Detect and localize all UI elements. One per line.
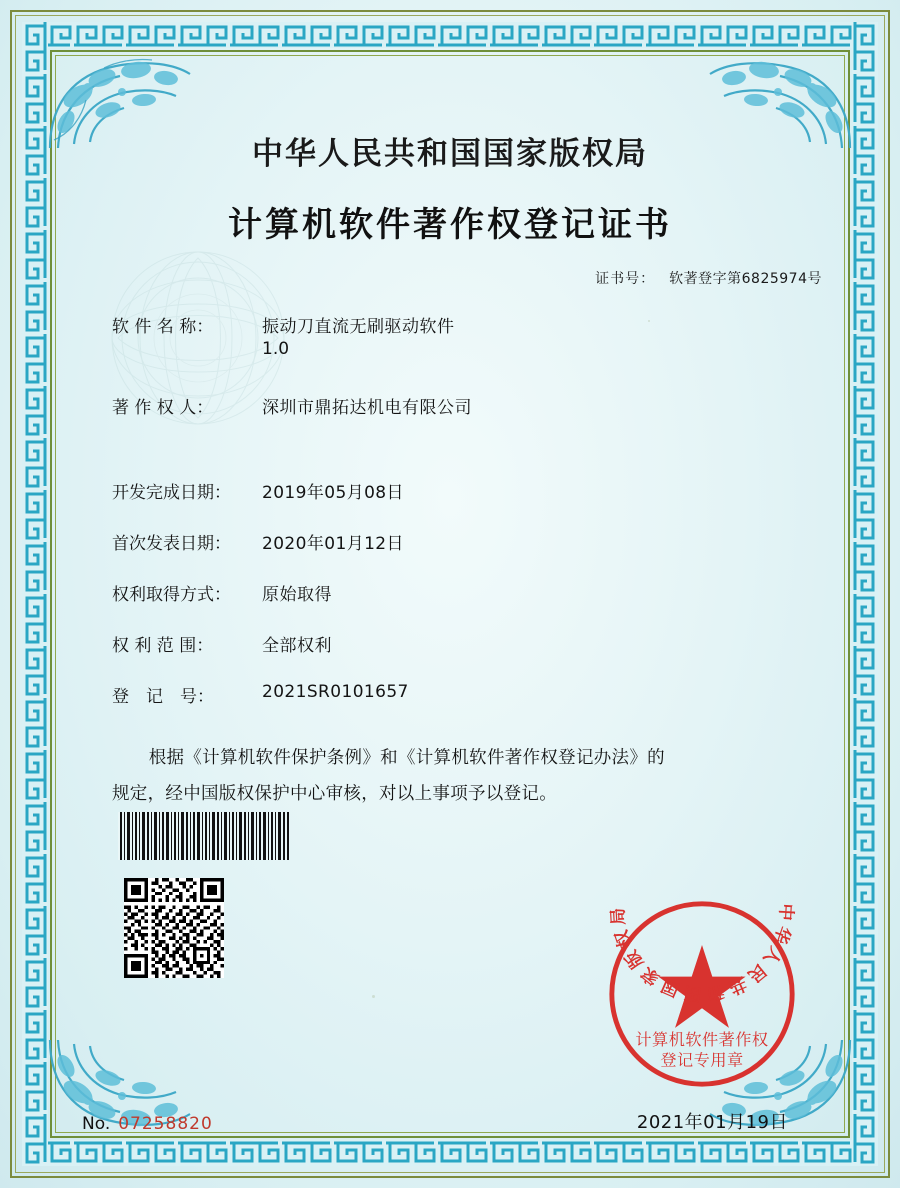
seal-inner-line-1: 计算机软件著作权 <box>635 1029 769 1049</box>
meander-border-left <box>22 22 48 1166</box>
legal-statement <box>70 741 830 813</box>
field-value: 深圳市鼎拓达机电有限公司 <box>262 398 472 418</box>
field-software-name <box>112 312 830 337</box>
field-value: 原始取得 <box>262 585 332 605</box>
field-label: 登 记 号： <box>112 687 214 707</box>
seal-inner-line-2: 登记专用章 <box>660 1050 744 1070</box>
certificate-number-value: 软著登字第6825974号 <box>669 271 822 287</box>
qr-code <box>124 878 224 978</box>
field-value: 全部权利 <box>262 636 332 656</box>
certificate-number <box>70 268 830 288</box>
field-label: 权 利 范 围： <box>112 636 214 656</box>
statement-line-1: 根据《计算机软件保护条例》和《计算机软件著作权登记办法》的 <box>148 748 665 768</box>
field-label: 著 作 权 人： <box>112 398 214 418</box>
field-rights-acquisition-method <box>112 580 830 605</box>
paper-speck <box>648 320 650 322</box>
statement-line-2: 规定，经中国版权保护中心审核，对以上事项予以登记。 <box>112 783 557 804</box>
field-label: 软 件 名 称： <box>112 317 214 337</box>
field-value: 2020年01月12日 <box>262 534 404 554</box>
field-value: 2019年05月08日 <box>262 483 404 503</box>
field-first-publication-date <box>112 529 830 554</box>
certificate-title: 计算机软件著作权登记证书 <box>228 205 672 245</box>
seal-outer-text: 中华人民共和国国家版权局 <box>608 902 796 1004</box>
field-value: 2021SR0101657 <box>262 682 409 702</box>
field-copyright-owner <box>112 393 830 418</box>
field-label: 开发完成日期： <box>112 483 231 503</box>
serial-number-label: No. <box>82 1114 111 1134</box>
issue-date: 2021年01月19日 <box>636 1112 788 1133</box>
software-version: 1.0 <box>262 339 290 359</box>
field-label: 权利取得方式： <box>112 585 231 605</box>
serial-number <box>82 1114 213 1134</box>
field-value: 振动刀直流无刷驱动软件 <box>262 317 455 337</box>
field-rights-scope <box>112 631 830 656</box>
barcode <box>118 812 290 860</box>
meander-border-right <box>852 22 878 1166</box>
official-seal <box>604 896 800 1092</box>
field-registration-number <box>112 682 830 707</box>
issuer-title: 中华人民共和国国家版权局 <box>252 136 648 172</box>
paper-speck <box>372 995 375 998</box>
field-development-completion-date <box>112 478 830 503</box>
serial-number-value: 07258820 <box>118 1114 213 1134</box>
fields-list <box>70 312 830 707</box>
field-label: 首次发表日期： <box>112 534 231 554</box>
certificate-number-label: 证书号： <box>595 271 656 287</box>
codes-area <box>118 812 290 978</box>
